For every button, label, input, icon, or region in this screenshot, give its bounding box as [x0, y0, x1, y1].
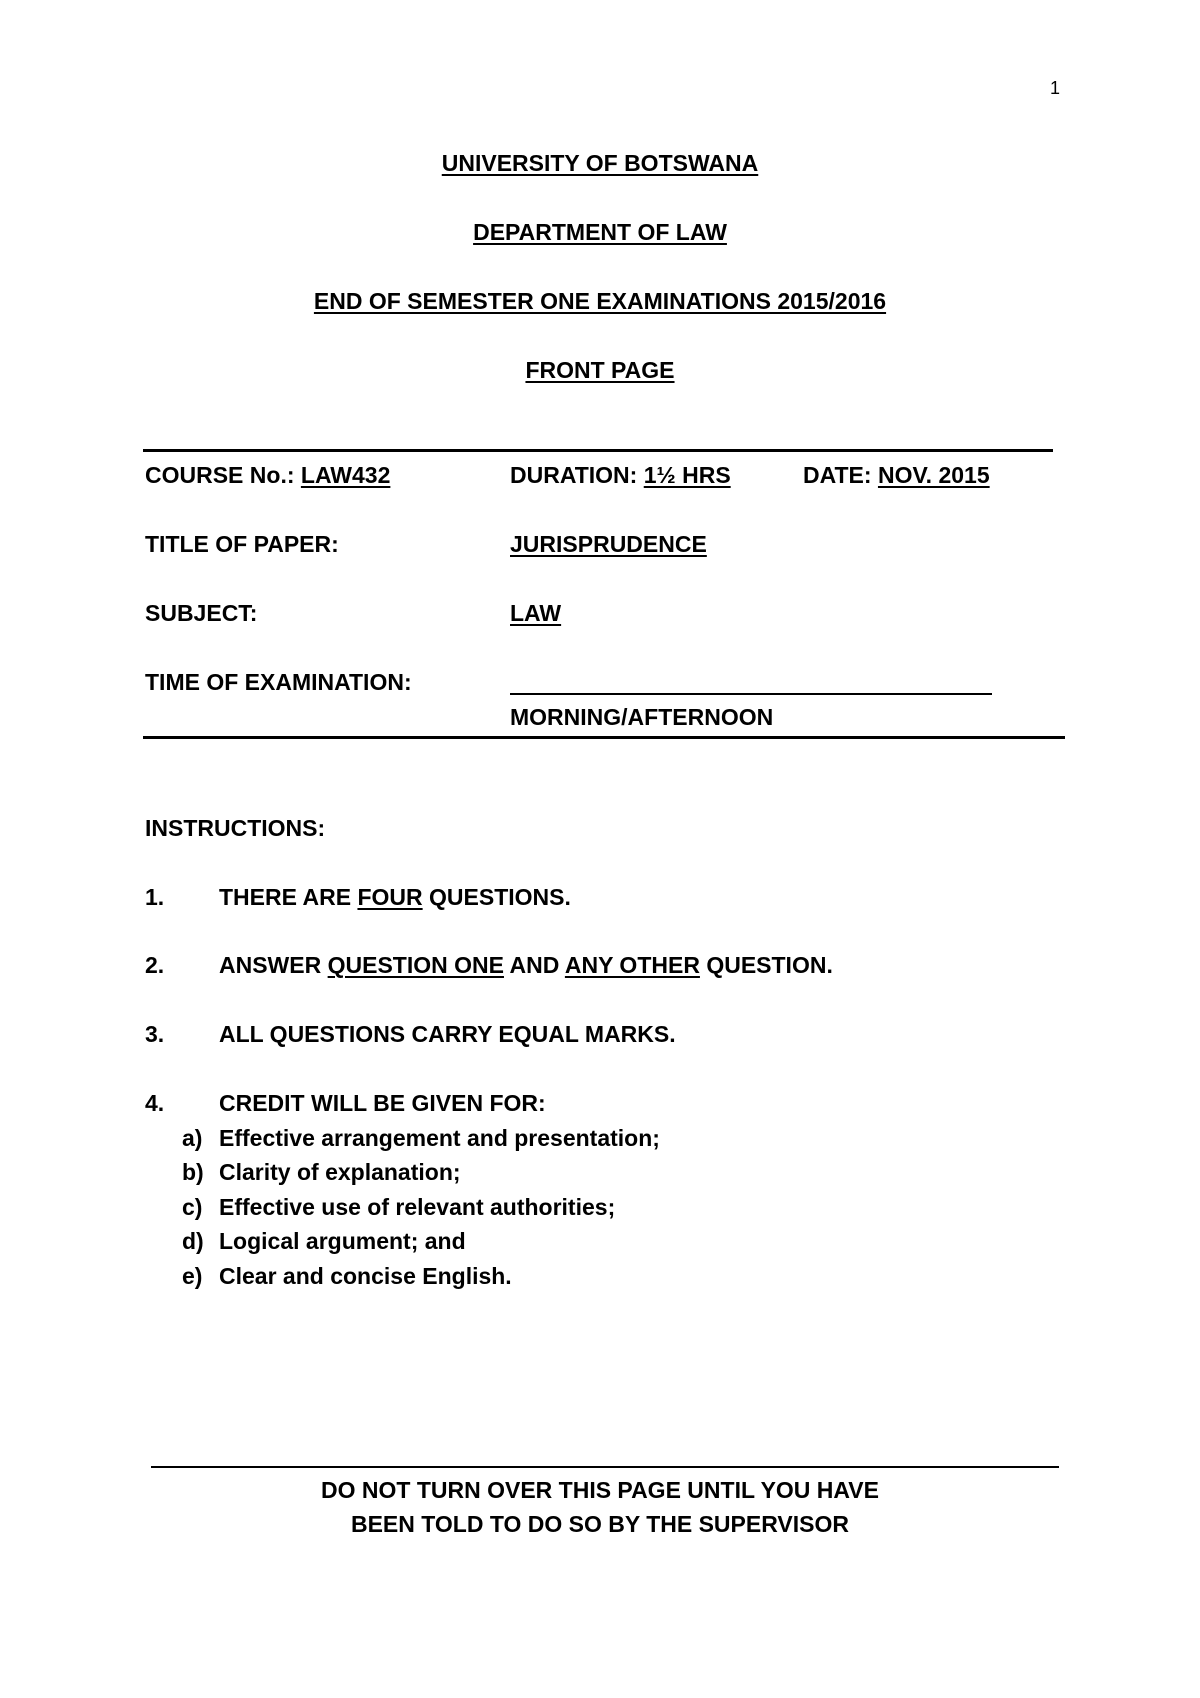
title-label: TITLE OF PAPER: [145, 531, 339, 557]
course-value: LAW432 [300, 462, 391, 488]
sub-item-b-letter: b) [182, 1159, 204, 1185]
instruction-2-emphasis-2: ANY OTHER [564, 952, 700, 978]
sub-item-b: Clarity of explanation; [219, 1159, 461, 1185]
instruction-1-emphasis: FOUR [357, 884, 423, 910]
instruction-2-mid: AND [503, 952, 565, 978]
footer-rule [151, 1466, 1059, 1468]
instruction-2-pre: ANSWER [219, 952, 328, 978]
footer-line-2: BEEN TOLD TO DO SO BY THE SUPERVISOR [350, 1511, 849, 1537]
page-number: 1 [1050, 78, 1061, 98]
footer-line-1: DO NOT TURN OVER THIS PAGE UNTIL YOU HAVE [320, 1477, 879, 1503]
duration-label: DURATION: [510, 462, 638, 488]
time-value: MORNING/AFTERNOON [510, 704, 774, 730]
title-value: JURISPRUDENCE [510, 531, 707, 557]
sub-item-a-letter: a) [182, 1125, 203, 1151]
instruction-1 [219, 884, 571, 911]
university-title: UNIVERSITY OF BOTSWANA [441, 150, 759, 176]
course-field [145, 462, 390, 489]
sub-item-e-letter: e) [182, 1263, 203, 1289]
details-top-rule [143, 449, 1053, 452]
subject-value: LAW [510, 600, 562, 626]
date-field [803, 462, 990, 489]
instruction-3: ALL QUESTIONS CARRY EQUAL MARKS. [219, 1021, 676, 1047]
date-value: NOV. 2015 [877, 462, 990, 488]
page-label: FRONT PAGE [525, 357, 675, 383]
course-label: COURSE No.: [145, 462, 295, 488]
instruction-1-post: QUESTIONS. [422, 884, 571, 910]
sub-item-a: Effective arrangement and presentation; [219, 1125, 660, 1151]
instruction-4: CREDIT WILL BE GIVEN FOR: [219, 1090, 546, 1116]
sub-item-c: Effective use of relevant authorities; [219, 1194, 616, 1220]
instruction-2-number: 2. [145, 952, 165, 978]
duration-value: 1½ HRS [643, 462, 731, 488]
duration-field [510, 462, 731, 489]
time-label: TIME OF EXAMINATION: [145, 669, 412, 695]
instruction-3-number: 3. [145, 1021, 165, 1047]
exam-title: END OF SEMESTER ONE EXAMINATIONS 2015/2016 [313, 288, 887, 314]
instruction-1-pre: THERE ARE [219, 884, 358, 910]
instruction-4-number: 4. [145, 1090, 165, 1116]
details-bottom-rule [143, 736, 1065, 739]
instruction-2 [219, 952, 833, 979]
sub-item-c-letter: c) [182, 1194, 203, 1220]
date-label: DATE: [803, 462, 872, 488]
instruction-2-post: QUESTION. [699, 952, 833, 978]
sub-item-d: Logical argument; and [219, 1228, 466, 1254]
sub-item-d-letter: d) [182, 1228, 204, 1254]
department-title: DEPARTMENT OF LAW [473, 219, 727, 245]
instruction-2-emphasis-1: QUESTION ONE [327, 952, 504, 978]
instruction-1-number: 1. [145, 884, 165, 910]
sub-item-e: Clear and concise English. [219, 1263, 512, 1289]
subject-label: SUBJECT: [145, 600, 258, 626]
instructions-heading: INSTRUCTIONS: [145, 815, 326, 841]
time-blank-line [510, 693, 992, 695]
